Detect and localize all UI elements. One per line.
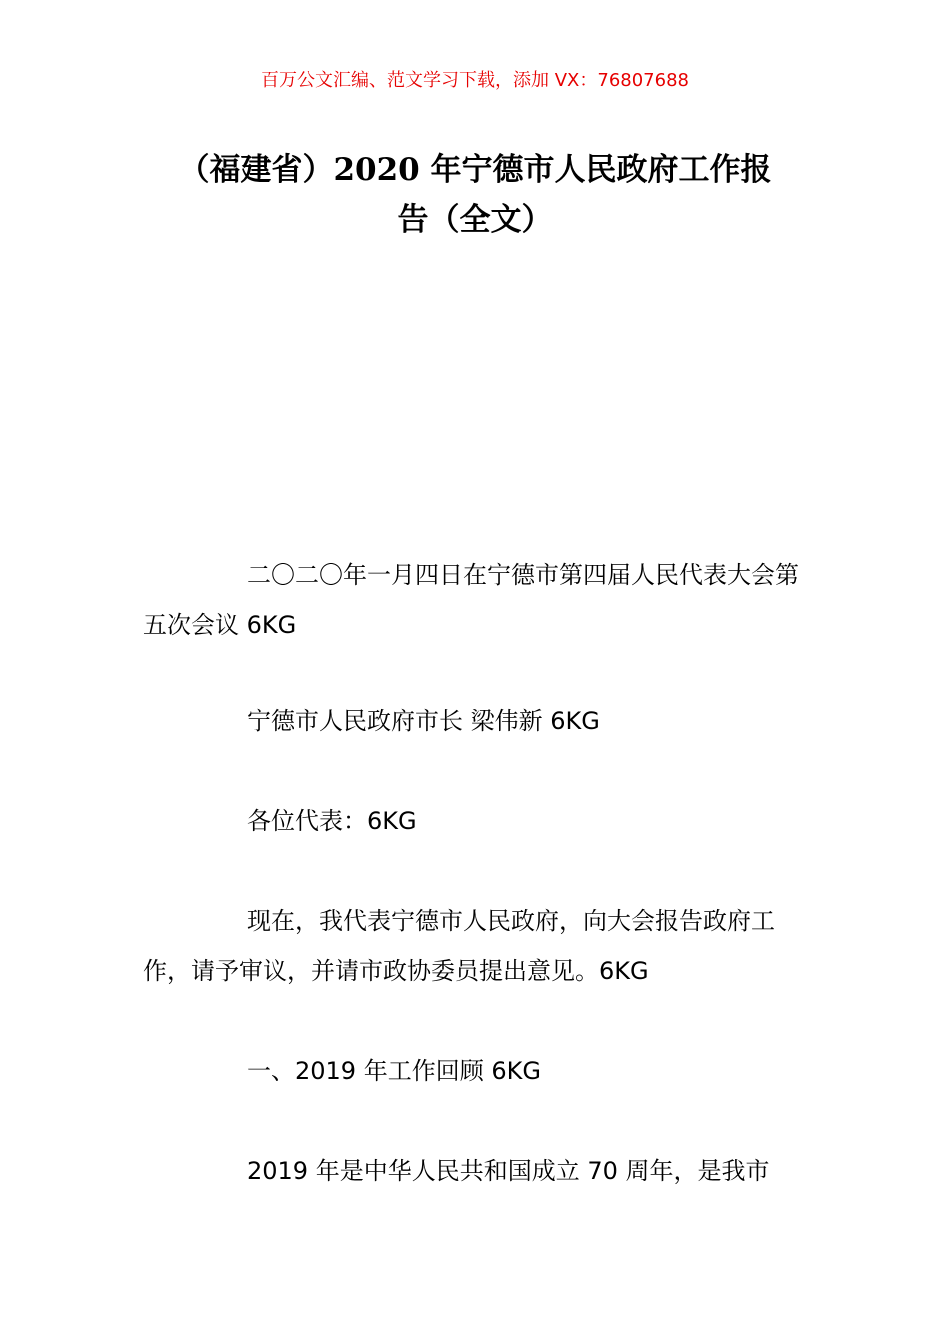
paragraph-introduction: 现在，我代表宁德市人民政府，向大会报告政府工作，请予审议，并请市政协委员提出意见。6KG <box>143 907 775 985</box>
paragraph-meeting-date: 二〇二〇年一月四日在宁德市第四届人民代表大会第五次会议 6KG <box>143 561 799 639</box>
paragraph-review-start: 2019 年是中华人民共和国成立 70 周年，是我市 <box>247 1157 770 1185</box>
paragraph-salutation: 各位代表：6KG <box>247 807 417 835</box>
document-title-line-2: 告（全文） <box>397 202 553 238</box>
paragraph-speaker: 宁德市人民政府市长 梁伟新 6KG <box>247 707 600 735</box>
header-promo-note: 百万公文汇编、范文学习下载，添加 VX：76807688 <box>261 70 689 91</box>
document-title-line-1: （福建省）2020 年宁德市人民政府工作报 <box>178 152 772 188</box>
section-heading-review: 一、2019 年工作回顾 6KG <box>247 1057 541 1085</box>
